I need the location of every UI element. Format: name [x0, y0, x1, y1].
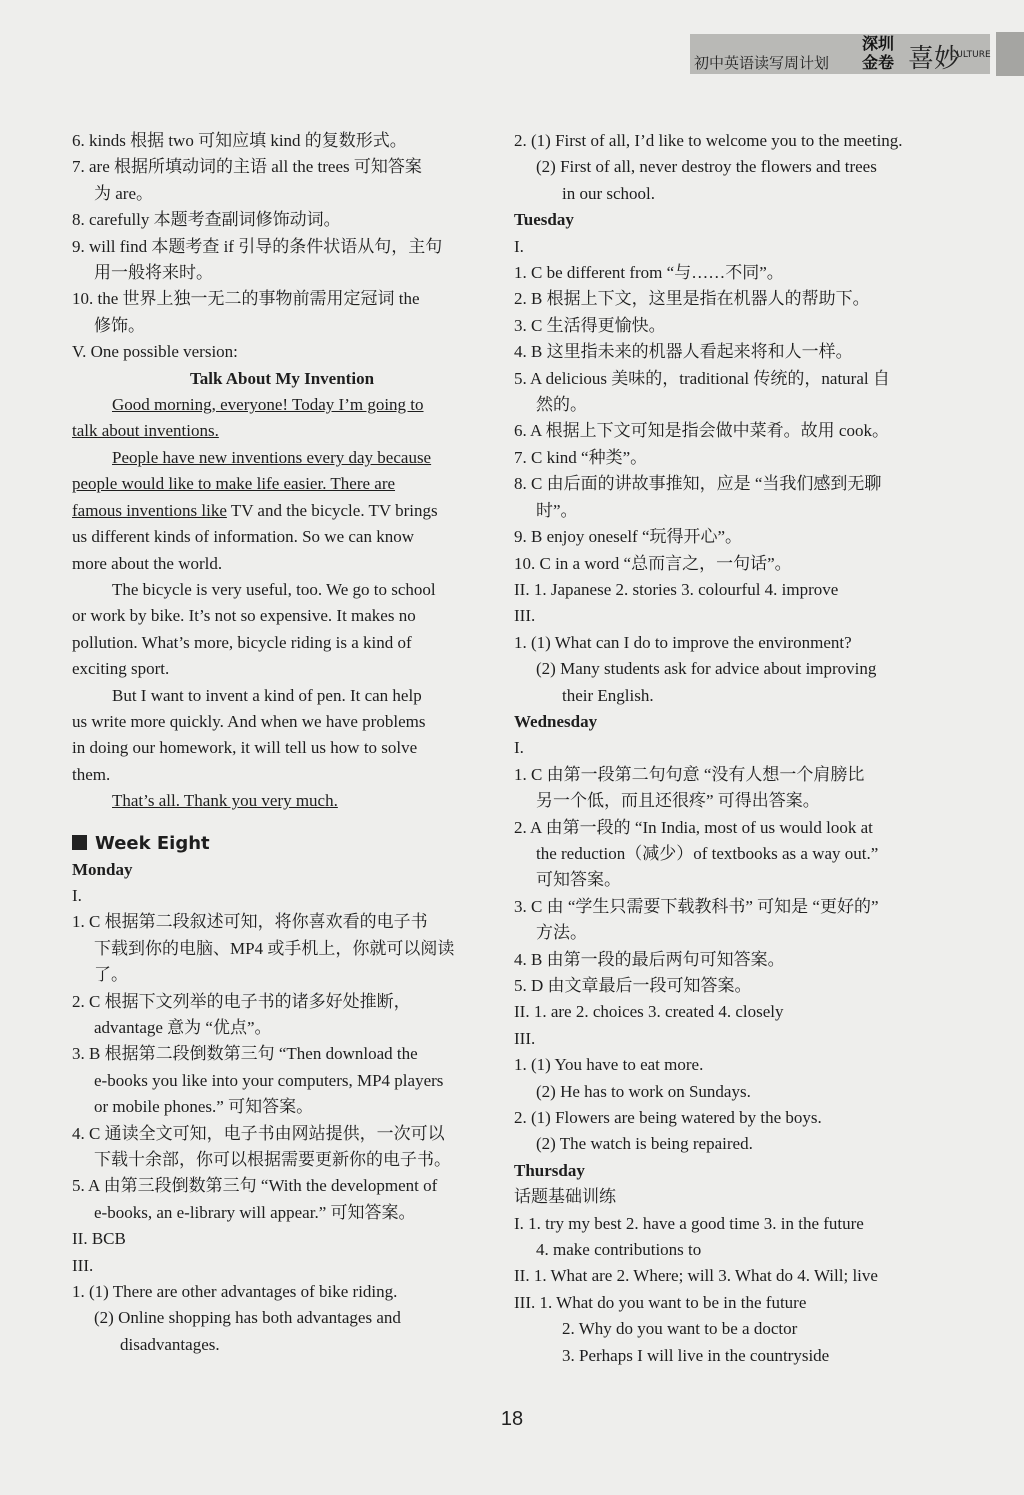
left-column: [72, 128, 492, 1358]
answer-line: 3. C 由 “学生只需要下载教科书” 可知是 “更好的”: [514, 896, 879, 916]
answer-line: advantage 意为 “优点”。: [94, 1018, 272, 1037]
answer-line: disadvantages.: [120, 1334, 220, 1354]
answer-line: 2. Why do you want to be a doctor: [562, 1319, 798, 1339]
essay-line: The bicycle is very useful, too. We go to school: [112, 579, 436, 599]
answer-line: 2. (1) First of all, I’d like to welcome you to the meeting.: [514, 131, 903, 150]
answer-line: 修饰。: [94, 315, 145, 335]
answer-line: 2. A 由第一段的 “In India, most of us would look at: [514, 817, 873, 837]
answer-line: (2) First of all, never destroy the flowers and trees: [536, 157, 877, 177]
answer-line: 6. A 根据上下文可知是指会做中菜肴。故用 cook。: [514, 421, 889, 441]
answer-line: 1. (1) There are other advantages of bike riding.: [72, 1282, 398, 1302]
answer-line: III.: [72, 1255, 94, 1275]
day-heading: Tuesday: [514, 210, 574, 230]
answer-line: III.: [514, 1028, 536, 1048]
essay-line: us different kinds of information. So we can know: [72, 527, 414, 547]
square-bullet-icon: [72, 835, 87, 850]
answer-line: II. 1. Japanese 2. stories 3. colourful 4. improve: [514, 579, 839, 599]
essay-line: [72, 445, 492, 471]
essay-underlined-text: That’s all. Thank you very much.: [112, 791, 338, 811]
answer-line: III.: [514, 606, 536, 626]
page-number: 18: [500, 1408, 524, 1430]
page-edge-tab: [996, 32, 1024, 76]
answer-line: (2) Many students ask for advice about improving: [536, 659, 877, 679]
header-brand-line2: 金卷: [862, 53, 895, 72]
answer-line: 时”。: [536, 500, 578, 520]
answer-line: (2) He has to work on Sundays.: [536, 1081, 751, 1101]
header-brand-line1: 深圳: [862, 34, 895, 53]
answer-line: 2. B 根据上下文，这里是指在机器人的帮助下。: [514, 289, 870, 309]
essay-line: pollution. What’s more, bicycle riding is a kind of: [72, 632, 412, 652]
answer-line: II. BCB: [72, 1229, 126, 1249]
right-column: [514, 128, 934, 1369]
answer-line: V. One possible version:: [72, 342, 238, 362]
answer-line: (2) Online shopping has both advantages and: [94, 1308, 401, 1328]
answer-line: 8. C 由后面的讲故事推知，应是 “当我们感到无聊: [514, 474, 882, 494]
answer-line: 5. A 由第三段倒数第三句 “With the development of: [72, 1176, 438, 1196]
answer-line: 1. C 根据第二段叙述可知，将你喜欢看的电子书: [72, 912, 428, 932]
answer-line: 7. are 根据所填动词的主语 all the trees 可知答案: [72, 157, 422, 177]
essay-line: us write more quickly. And when we have problems: [72, 711, 426, 731]
answer-line: 1. (1) You have to eat more.: [514, 1055, 704, 1075]
answer-line: 3. Perhaps I will live in the countryside: [562, 1345, 830, 1365]
answer-line: (2) The watch is being repaired.: [536, 1134, 753, 1154]
essay-underlined-text: Good morning, everyone! Today I’m going to: [112, 395, 424, 415]
essay-line: [72, 471, 492, 497]
answer-line: 下载十余部，你可以根据需要更新你的电子书。: [94, 1150, 451, 1170]
essay-line: [72, 418, 492, 444]
answer-line: I.: [514, 236, 524, 256]
answer-line: II. 1. are 2. choices 3. created 4. closely: [514, 1002, 784, 1022]
answer-line: III. 1. What do you want to be in the future: [514, 1292, 807, 1312]
answer-line: 6. kinds 根据 two 可知应填 kind 的复数形式。: [72, 131, 407, 150]
essay-line: in doing our homework, it will tell us how to solve: [72, 738, 418, 758]
essay-underlined-text: people would like to make life easier. There are: [72, 474, 396, 494]
header-series-title: 初中英语读写周计划: [694, 54, 830, 72]
header-logo-subtext: CULTURE: [950, 50, 991, 60]
day-heading: Wednesday: [514, 711, 598, 731]
essay-line: [72, 498, 492, 524]
answer-line: 9. B enjoy oneself “玩得开心”。: [514, 527, 743, 547]
header-logo: 喜妙: [908, 44, 961, 74]
answer-line: 2. (1) Flowers are being watered by the boys.: [514, 1108, 822, 1128]
answer-line: 5. D 由文章最后一段可知答案。: [514, 976, 752, 995]
answer-line: 3. C 生活得更愉快。: [514, 315, 666, 335]
answer-line: 用一般将来时。: [94, 263, 213, 283]
answer-line: 然的。: [536, 395, 587, 415]
answer-line: 下载到你的电脑、MP4 或手机上，你就可以阅读: [94, 938, 455, 958]
answer-line: 10. the 世界上独一无二的事物前需用定冠词 the: [72, 289, 420, 309]
essay-line: But I want to invent a kind of pen. It can help: [112, 685, 422, 705]
day-heading: Monday: [72, 859, 133, 879]
answer-line: or mobile phones.” 可知答案。: [94, 1097, 314, 1117]
essay-line: exciting sport.: [72, 659, 170, 679]
answer-line: 另一个低，而且还很疼” 可得出答案。: [536, 791, 820, 811]
section-heading: [72, 831, 492, 857]
answer-line: 10. C in a word “总而言之，一句话”。: [514, 553, 792, 573]
answer-line: 4. B 这里指未来的机器人看起来将和人一样。: [514, 342, 853, 362]
answer-line: 4. B 由第一段的最后两句可知答案。: [514, 949, 785, 969]
answer-line: 1. C 由第一段第二句句意 “没有人想一个肩膀比: [514, 764, 865, 784]
answer-line: I.: [514, 738, 524, 758]
answer-line: 可知答案。: [536, 870, 621, 890]
answer-line: 4. C 通读全文可知，电子书由网站提供，一次可以: [72, 1123, 445, 1143]
essay-line: or work by bike. It’s not so expensive. It makes no: [72, 606, 416, 626]
answer-line: e-books, an e-library will appear.” 可知答案。: [94, 1202, 416, 1222]
answer-line: 9. will find 本题考查 if 引导的条件状语从句，主句: [72, 236, 443, 256]
answer-line: e-books you like into your computers, MP4 players: [94, 1070, 444, 1090]
essay-text: TV and the bicycle. TV brings: [226, 500, 438, 520]
essay-underlined-text: People have new inventions every day because: [112, 447, 432, 467]
answer-line: I.: [72, 885, 82, 905]
essay-line: [72, 392, 492, 418]
answer-line: 方法。: [536, 923, 587, 943]
answer-line: 8. carefully 本题考查副词修饰动词。: [72, 210, 341, 230]
answer-line: 1. (1) What can I do to improve the environment?: [514, 632, 852, 652]
week-title: Week Eight: [95, 832, 210, 854]
essay-underlined-text: famous inventions like: [72, 500, 227, 520]
essay-line: more about the world.: [72, 553, 223, 573]
essay-underlined-text: talk about inventions.: [72, 421, 219, 441]
answer-line: their English.: [562, 685, 654, 705]
answer-line: 1. C be different from “与……不同”。: [514, 263, 784, 283]
answer-line: 3. B 根据第二段倒数第三句 “Then download the: [72, 1044, 418, 1064]
answer-line: 4. make contributions to: [536, 1240, 702, 1260]
header-brand: [862, 34, 906, 72]
answer-line: 7. C kind “种类”。: [514, 447, 648, 467]
answer-line: 话题基础训练: [514, 1187, 616, 1207]
answer-line: 为 are。: [94, 183, 154, 203]
answer-line: the reduction（减少）of textbooks as a way out.”: [536, 843, 879, 863]
answer-line: 了。: [94, 965, 128, 985]
essay-line: them.: [72, 764, 111, 784]
answer-line: 5. A delicious 美味的，traditional 传统的，natural 自: [514, 368, 890, 388]
essay-title: Talk About My Invention: [189, 368, 375, 388]
essay-line: [72, 788, 492, 814]
answer-line: in our school.: [562, 183, 656, 203]
answer-line: I. 1. try my best 2. have a good time 3. in the future: [514, 1213, 864, 1233]
day-heading: Thursday: [514, 1160, 585, 1180]
answer-line: 2. C 根据下文列举的电子书的诸多好处推断，: [72, 991, 411, 1011]
answer-line: II. 1. What are 2. Where; will 3. What do 4. Will; live: [514, 1266, 878, 1286]
